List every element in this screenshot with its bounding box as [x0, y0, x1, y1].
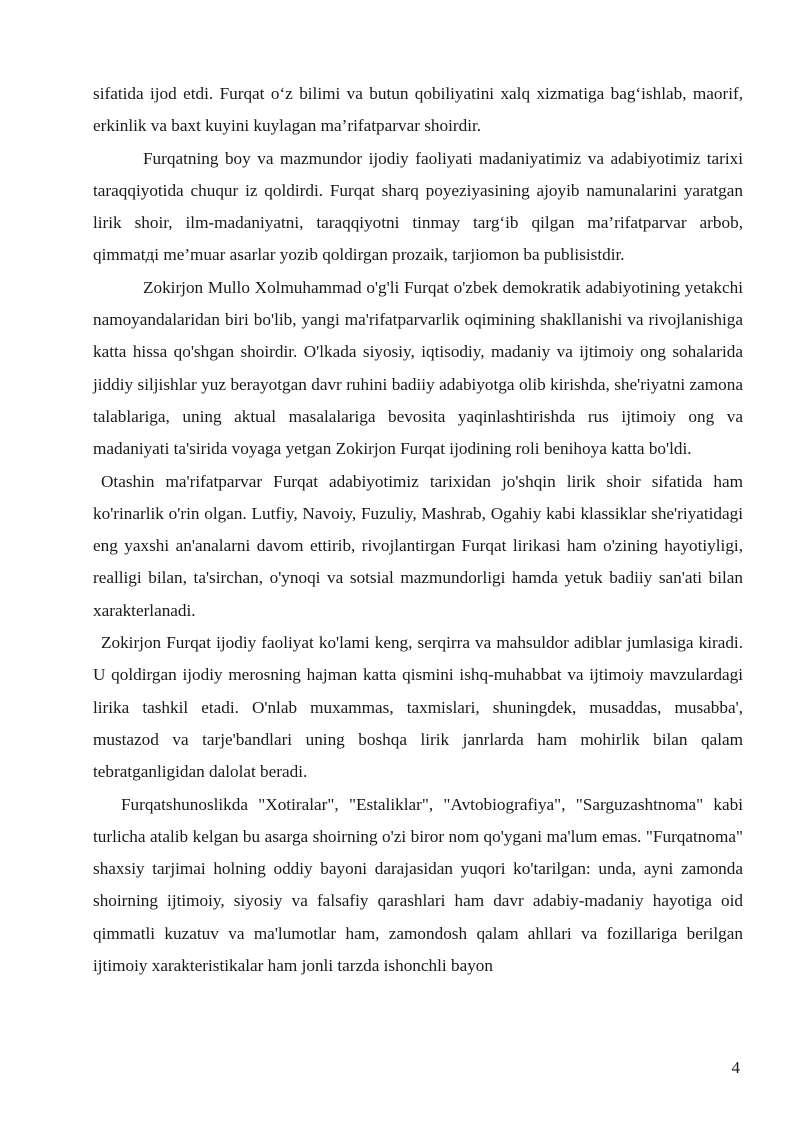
- paragraph-3: Zokirjon Mullo Xolmuhammad o'g'li Furqat o'zbek demokratik adabiyotining yetakchi namoyandalaridan biri bo'lib, yangi ma'rifatparvarlik oqimining shakllanishi va rivojlanishiga katta hissa qo'shgan shoirdir. O'lkada siyosiy, iqtisodiy, madaniy va ijtimoiy ong sohalarida jiddiy siljishlar yuz berayotgan davr ruhini badiiy adabiyotga olib kirishda, she'riyatni zamona talablariga, uning aktual masalalariga bevosita yaqinlashtirishda rus ijtimoiy ong va madaniyati ta'sirida voyaga yetgan Zokirjon Furqat ijodining roli benihoya katta bo'ldi.: [93, 277, 743, 459]
- paragraph-2: Furqatning boy va mazmundor ijodiy faoliyati madaniyatimiz va adabiyotimiz tarixi taraqqiyotida chuqur iz qoldirdi. Furqat sharq poyeziyasining ajoyib namunalarini yaratgan lirik shoir, ilm-madaniyatni, taraqqiyotni tinmay targ‘ib qilgan ma’rifatparvar arbob, qimmatдi me’muar asarlar yozib qoldirgan prozaik, tarjiomon ba publisistdir.: [93, 148, 743, 265]
- paragraph-5: Zokirjon Furqat ijodiy faoliyat ko'lami keng, serqirra va mahsuldor adiblar jumlasiga kiradi. U qoldirgan ijodiy merosning hajman katta qismini ishq-muhabbat va ijtimoiy mavzulardagi lirika tashkil etadi. O'nlab muxammas, taxmislari, shuningdek, musaddas, musabba', mustazod va tarje'bandlari uning boshqa lirik janrlarda ham mohirlik bilan qalam tebratganligidan dalolat beradi.: [93, 633, 743, 782]
- paragraph-4: Otashin ma'rifatparvar Furqat adabiyotimiz tarixidan jo'shqin lirik shoir sifatida ham ko'rinarlik o'rin olgan. Lutfiy, Navoiy, Fuzuliy, Mashrab, Ogahiy kabi klassiklar she'riyatidagi eng yaxshi an'analarni davom ettirib, rivojlantirgan Furqat lirikasi ham o'zining hayotiyligi, realligi bilan, ta'sirchan, o'ynoqi va sotsial mazmundorligi hamda yetuk badiiy san'ati bilan xarakterlanadi.: [93, 471, 743, 620]
- body-text: [93, 78, 743, 982]
- page-number: 4: [731, 1058, 740, 1077]
- paragraph-6: Furqatshunoslikda "Xotiralar", "Estaliklar", "Avtobiografiya", "Sarguzashtnoma" kabi turlicha atalib kelgan bu asarga shoirning o'zi biror nom qo'ygani ma'lum emas. "Furqatnoma" shaxsiy tarjimai holning oddiy bayoni darajasidan yuqori ko'tarilgan: unda, ayni zamonda shoirning ijtimoiy, siyosiy va falsafiy qarashlari ham davr adabiy-madaniy hayotiga oid qimmatli kuzatuv va ma'lumotlar ham, zamondosh qalam ahllari va fozillariga berilgan ijtimoiy xarakteristikalar ham jonli tarzda ishonchli bayon: [93, 794, 743, 976]
- paragraph-1: sifatida ijod etdi. Furqat o‘z bilimi va butun qobiliyatini xalq xizmatiga bag‘ishlab, maorif, erkinlik va baxt kuyini kuylagan ma’rifatparvar shoirdir.: [93, 84, 743, 136]
